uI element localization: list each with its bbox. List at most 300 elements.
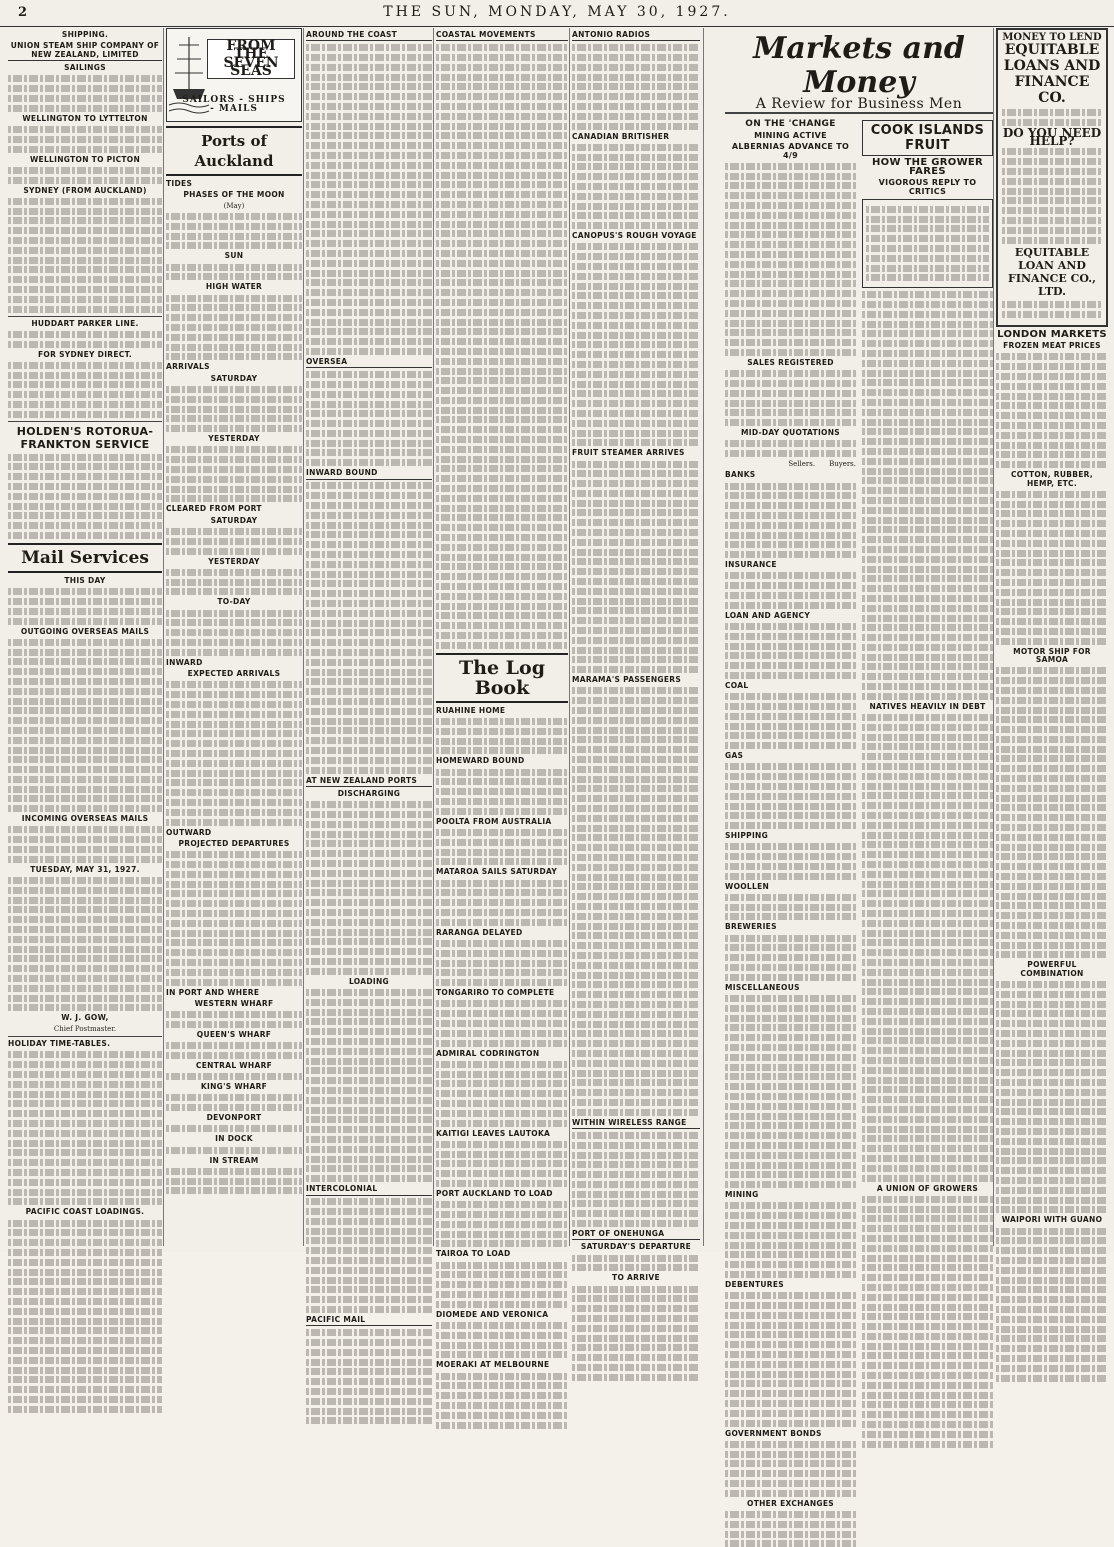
text-line bbox=[306, 840, 432, 847]
text-line bbox=[862, 575, 993, 582]
text-line bbox=[8, 1169, 162, 1176]
text-line bbox=[306, 83, 432, 90]
text-line bbox=[8, 532, 162, 539]
section-heading: MATAROA SAILS SATURDAY bbox=[436, 867, 558, 877]
text-line bbox=[572, 1191, 700, 1198]
text-line bbox=[306, 211, 432, 218]
text-line bbox=[725, 290, 856, 297]
text-line bbox=[572, 1286, 700, 1293]
text-line bbox=[996, 707, 1108, 714]
text-line bbox=[306, 522, 432, 529]
text-line bbox=[862, 477, 993, 484]
text-line bbox=[306, 1146, 432, 1153]
text-line bbox=[725, 723, 856, 730]
text-line bbox=[572, 795, 700, 802]
text-line bbox=[306, 250, 432, 257]
text-line bbox=[306, 1097, 432, 1104]
text-line bbox=[862, 910, 993, 917]
text-line bbox=[166, 476, 302, 483]
text-line bbox=[725, 241, 856, 248]
text-line bbox=[306, 1087, 432, 1094]
text-line bbox=[572, 588, 700, 595]
text-line bbox=[572, 163, 700, 170]
text-line bbox=[996, 1108, 1108, 1115]
text-line bbox=[166, 1187, 302, 1194]
text-line bbox=[436, 446, 568, 453]
text-line bbox=[166, 691, 302, 698]
mail-services-heading: Mail Services bbox=[8, 543, 162, 573]
text-line bbox=[862, 595, 993, 602]
text-line bbox=[306, 929, 432, 936]
text-line bbox=[436, 738, 568, 745]
text-line bbox=[8, 766, 162, 773]
text-line bbox=[306, 1107, 432, 1114]
text-line bbox=[862, 763, 993, 770]
text-line bbox=[862, 1106, 993, 1113]
text-line bbox=[436, 1151, 568, 1158]
text-line bbox=[725, 1132, 856, 1139]
text-line bbox=[436, 1061, 568, 1068]
text-line bbox=[996, 363, 1108, 370]
text-line bbox=[8, 1110, 162, 1117]
text-line bbox=[166, 569, 302, 576]
text-line bbox=[436, 1000, 568, 1007]
text-line bbox=[862, 1047, 993, 1054]
text-line bbox=[862, 1175, 993, 1182]
text-line bbox=[572, 785, 700, 792]
text-line bbox=[725, 1380, 856, 1387]
text-line bbox=[862, 1255, 993, 1262]
text-line bbox=[862, 517, 993, 524]
column-rule bbox=[569, 28, 570, 1246]
text-line bbox=[725, 572, 856, 579]
text-line bbox=[862, 1441, 993, 1448]
text-line bbox=[306, 74, 432, 81]
text-line bbox=[996, 1187, 1108, 1194]
text-line bbox=[306, 299, 432, 306]
text-line bbox=[725, 1441, 856, 1448]
text-line bbox=[572, 707, 700, 714]
text-line bbox=[862, 370, 993, 377]
text-line bbox=[725, 163, 856, 170]
text-line bbox=[436, 1373, 568, 1380]
column-rule bbox=[303, 28, 304, 1246]
text-line bbox=[8, 296, 162, 303]
text-line bbox=[8, 362, 162, 369]
text-line bbox=[725, 202, 856, 209]
text-line bbox=[572, 598, 700, 605]
text-line bbox=[436, 368, 568, 375]
text-line bbox=[306, 880, 432, 887]
text-line bbox=[306, 1038, 432, 1045]
text-line bbox=[166, 588, 302, 595]
text-line bbox=[862, 419, 993, 426]
text-line bbox=[572, 1335, 700, 1342]
text-line bbox=[572, 351, 700, 358]
text-line bbox=[166, 649, 302, 656]
text-line bbox=[166, 396, 302, 403]
text-line bbox=[166, 711, 302, 718]
text-line bbox=[436, 191, 568, 198]
text-line bbox=[862, 644, 993, 651]
text-line bbox=[862, 1235, 993, 1242]
text-line bbox=[306, 54, 432, 61]
text-line bbox=[306, 590, 432, 597]
text-line bbox=[306, 64, 432, 71]
text-line bbox=[996, 844, 1108, 851]
text-line bbox=[436, 299, 568, 306]
text-line bbox=[996, 353, 1108, 360]
text-line bbox=[862, 1008, 993, 1015]
text-line bbox=[996, 442, 1108, 449]
text-line bbox=[436, 632, 568, 639]
text-line bbox=[8, 512, 162, 519]
text-line bbox=[996, 550, 1108, 557]
text-line bbox=[572, 203, 700, 210]
text-line bbox=[572, 687, 700, 694]
section-heading: ARRIVALS bbox=[166, 362, 210, 372]
text-line bbox=[996, 1118, 1108, 1125]
text-line bbox=[306, 620, 432, 627]
text-line bbox=[862, 1431, 993, 1438]
text-line bbox=[725, 1202, 856, 1209]
text-line bbox=[862, 1145, 993, 1152]
text-line bbox=[306, 420, 432, 427]
section-heading: MOTOR SHIP FOR SAMOA bbox=[1013, 646, 1091, 665]
text-line bbox=[436, 1271, 568, 1278]
text-line bbox=[166, 314, 302, 321]
text-line bbox=[8, 1189, 162, 1196]
text-line bbox=[306, 531, 432, 538]
text-line bbox=[996, 1079, 1108, 1086]
section-heading: PHASES OF THE MOON bbox=[183, 190, 285, 200]
text-line bbox=[866, 206, 989, 213]
text-line bbox=[436, 93, 568, 100]
text-line bbox=[572, 1161, 700, 1168]
text-line bbox=[306, 899, 432, 906]
text-line bbox=[862, 360, 993, 367]
text-line bbox=[725, 522, 856, 529]
section-heading: FOR SYDNEY DIRECT. bbox=[37, 349, 133, 359]
text-line bbox=[436, 426, 568, 433]
text-line bbox=[996, 1345, 1108, 1352]
text-line bbox=[306, 289, 432, 296]
text-line bbox=[996, 824, 1108, 831]
text-line bbox=[436, 338, 568, 345]
text-line bbox=[996, 991, 1108, 998]
text-line bbox=[166, 799, 302, 806]
text-line bbox=[166, 353, 302, 360]
section-heading: TONGARIRO TO COMPLETE bbox=[436, 988, 555, 998]
text-line bbox=[8, 503, 162, 510]
text-line bbox=[572, 864, 700, 871]
text-line bbox=[725, 1331, 856, 1338]
section-heading: WESTERN WHARF bbox=[194, 998, 274, 1008]
text-line bbox=[8, 136, 162, 143]
text-line bbox=[996, 1247, 1108, 1254]
text-line bbox=[572, 815, 700, 822]
text-line bbox=[572, 183, 700, 190]
text-line bbox=[862, 291, 993, 298]
text-line bbox=[436, 83, 568, 90]
text-line bbox=[862, 1067, 993, 1074]
section-heading: MISCELLANEOUS bbox=[725, 982, 800, 992]
text-line bbox=[725, 1212, 856, 1219]
section-heading: INTERCOLONIAL bbox=[306, 1185, 432, 1195]
text-line bbox=[996, 981, 1108, 988]
text-line bbox=[725, 822, 856, 829]
text-line bbox=[436, 152, 568, 159]
text-line bbox=[8, 208, 162, 215]
text-line bbox=[166, 579, 302, 586]
column-rule bbox=[433, 28, 434, 1246]
log-book-heading: The Log Book bbox=[436, 653, 568, 703]
text-line bbox=[862, 458, 993, 465]
text-line bbox=[306, 989, 432, 996]
text-line bbox=[306, 747, 432, 754]
text-line bbox=[436, 858, 568, 865]
text-line bbox=[1002, 311, 1102, 318]
section-heading: TUESDAY, MAY 31, 1927. bbox=[30, 864, 140, 874]
text-line bbox=[166, 264, 302, 271]
text-line bbox=[8, 786, 162, 793]
text-line bbox=[8, 1318, 162, 1325]
text-line bbox=[8, 688, 162, 695]
text-line bbox=[572, 1374, 700, 1381]
column-rule bbox=[703, 28, 704, 1246]
text-line bbox=[866, 216, 989, 223]
text-line bbox=[306, 502, 432, 509]
text-line bbox=[436, 348, 568, 355]
text-line bbox=[8, 1130, 162, 1137]
text-line bbox=[306, 240, 432, 247]
text-line bbox=[725, 1093, 856, 1100]
text-line bbox=[862, 1333, 993, 1340]
text-line bbox=[996, 667, 1108, 674]
section-heading: PROJECTED DEPARTURES bbox=[178, 838, 290, 848]
text-line bbox=[862, 585, 993, 592]
text-line bbox=[306, 1067, 432, 1074]
text-line bbox=[436, 622, 568, 629]
text-line bbox=[436, 270, 568, 277]
text-line bbox=[436, 230, 568, 237]
text-line bbox=[306, 142, 432, 149]
text-line bbox=[996, 402, 1108, 409]
text-line bbox=[725, 1044, 856, 1051]
text-line bbox=[306, 338, 432, 345]
text-line bbox=[996, 1335, 1108, 1342]
text-line bbox=[306, 152, 432, 159]
text-line bbox=[306, 391, 432, 398]
text-line bbox=[572, 439, 700, 446]
text-line bbox=[725, 300, 856, 307]
section-heading: OUTGOING OVERSEAS MAILS bbox=[20, 626, 150, 636]
text-line bbox=[8, 1100, 162, 1107]
text-line bbox=[8, 341, 162, 348]
text-line bbox=[306, 1349, 432, 1356]
text-line bbox=[996, 893, 1108, 900]
text-line bbox=[166, 939, 302, 946]
text-line bbox=[8, 1140, 162, 1147]
section-heading: DEBENTURES bbox=[725, 1280, 784, 1289]
text-line bbox=[725, 974, 856, 981]
text-line bbox=[572, 1109, 700, 1116]
text-line bbox=[572, 568, 700, 575]
text-line bbox=[725, 623, 856, 630]
text-line bbox=[306, 1378, 432, 1385]
column-radio bbox=[572, 28, 700, 1283]
text-line bbox=[8, 1120, 162, 1127]
text-line bbox=[306, 230, 432, 237]
text-line bbox=[436, 1040, 568, 1047]
section-heading: EXPECTED ARRIVALS bbox=[187, 669, 281, 679]
text-line bbox=[996, 951, 1108, 958]
text-line bbox=[8, 965, 162, 972]
text-line bbox=[306, 1175, 432, 1182]
text-line bbox=[996, 510, 1108, 517]
text-line bbox=[8, 493, 162, 500]
text-line bbox=[725, 1271, 856, 1278]
text-line bbox=[572, 1220, 700, 1227]
text-line bbox=[996, 1030, 1108, 1037]
text-line bbox=[572, 666, 700, 673]
section-heading: KAITIGI LEAVES LAUTOKA bbox=[436, 1128, 551, 1138]
text-line bbox=[436, 808, 568, 815]
text-line bbox=[8, 995, 162, 1002]
text-line bbox=[436, 181, 568, 188]
text-line bbox=[725, 231, 856, 238]
text-line bbox=[725, 1312, 856, 1319]
text-line bbox=[8, 698, 162, 705]
text-line bbox=[862, 546, 993, 553]
text-line bbox=[436, 456, 568, 463]
text-line bbox=[996, 589, 1108, 596]
text-line bbox=[436, 1412, 568, 1419]
text-line bbox=[436, 113, 568, 120]
text-line bbox=[166, 466, 302, 473]
text-line bbox=[8, 1149, 162, 1156]
text-line bbox=[725, 703, 856, 710]
text-line bbox=[8, 381, 162, 388]
text-line bbox=[436, 1180, 568, 1187]
text-line bbox=[572, 1181, 700, 1188]
text-line bbox=[306, 1218, 432, 1225]
text-line bbox=[996, 608, 1108, 615]
text-line bbox=[725, 502, 856, 509]
text-line bbox=[996, 922, 1108, 929]
text-line bbox=[436, 377, 568, 384]
text-line bbox=[866, 255, 989, 262]
text-line bbox=[725, 944, 856, 951]
text-line bbox=[306, 113, 432, 120]
text-line bbox=[996, 599, 1108, 606]
text-line bbox=[436, 544, 568, 551]
equitable-advert bbox=[996, 28, 1108, 327]
text-line bbox=[306, 410, 432, 417]
text-line bbox=[306, 919, 432, 926]
text-line bbox=[572, 1011, 700, 1018]
text-line bbox=[436, 524, 568, 531]
text-line bbox=[862, 949, 993, 956]
section-heading: COASTAL MOVEMENTS bbox=[436, 31, 568, 41]
text-line bbox=[436, 612, 568, 619]
text-line bbox=[436, 1422, 568, 1429]
text-line bbox=[306, 649, 432, 656]
text-line bbox=[725, 400, 856, 407]
text-line bbox=[166, 900, 302, 907]
text-line bbox=[996, 422, 1108, 429]
text-line bbox=[862, 566, 993, 573]
text-line bbox=[8, 257, 162, 264]
text-line bbox=[862, 556, 993, 563]
text-line bbox=[862, 724, 993, 731]
text-line bbox=[862, 693, 993, 700]
text-line bbox=[725, 1024, 856, 1031]
text-line bbox=[862, 832, 993, 839]
text-line bbox=[8, 1091, 162, 1098]
text-line bbox=[306, 1247, 432, 1254]
signature: W. J. GOW, bbox=[61, 1013, 109, 1023]
text-line bbox=[862, 301, 993, 308]
text-line bbox=[306, 1368, 432, 1375]
text-line bbox=[572, 322, 700, 329]
text-line bbox=[166, 304, 302, 311]
text-line bbox=[862, 851, 993, 858]
text-line bbox=[306, 811, 432, 818]
text-line bbox=[306, 440, 432, 447]
text-line bbox=[996, 628, 1108, 635]
text-line bbox=[862, 605, 993, 612]
section-heading: LOADING bbox=[348, 976, 390, 986]
text-line bbox=[306, 629, 432, 636]
text-line bbox=[436, 554, 568, 561]
text-line bbox=[725, 894, 856, 901]
text-line bbox=[306, 1009, 432, 1016]
text-line bbox=[572, 1295, 700, 1302]
text-line bbox=[725, 329, 856, 336]
text-line bbox=[725, 602, 856, 609]
text-line bbox=[1002, 188, 1102, 195]
text-line bbox=[725, 672, 856, 679]
text-line bbox=[572, 607, 700, 614]
text-line bbox=[306, 1306, 432, 1313]
text-line bbox=[572, 222, 700, 229]
text-line bbox=[572, 756, 700, 763]
text-line bbox=[725, 1531, 856, 1538]
text-line bbox=[996, 1059, 1108, 1066]
text-line bbox=[572, 361, 700, 368]
text-line bbox=[306, 669, 432, 676]
section-heading: WELLINGTON TO PICTON bbox=[29, 154, 141, 164]
buyers-label: Buyers. bbox=[829, 459, 856, 468]
text-line bbox=[996, 1306, 1108, 1313]
text-line bbox=[572, 1264, 700, 1271]
text-line bbox=[862, 743, 993, 750]
text-line bbox=[166, 1147, 302, 1154]
text-line bbox=[8, 946, 162, 953]
text-line bbox=[436, 436, 568, 443]
text-line bbox=[306, 103, 432, 110]
text-line bbox=[8, 286, 162, 293]
text-line bbox=[436, 1090, 568, 1097]
text-line bbox=[572, 292, 700, 299]
text-line bbox=[166, 1104, 302, 1111]
text-line bbox=[166, 233, 302, 240]
text-line bbox=[166, 273, 302, 280]
text-line bbox=[572, 578, 700, 585]
text-line bbox=[996, 1365, 1108, 1372]
text-line bbox=[725, 212, 856, 219]
